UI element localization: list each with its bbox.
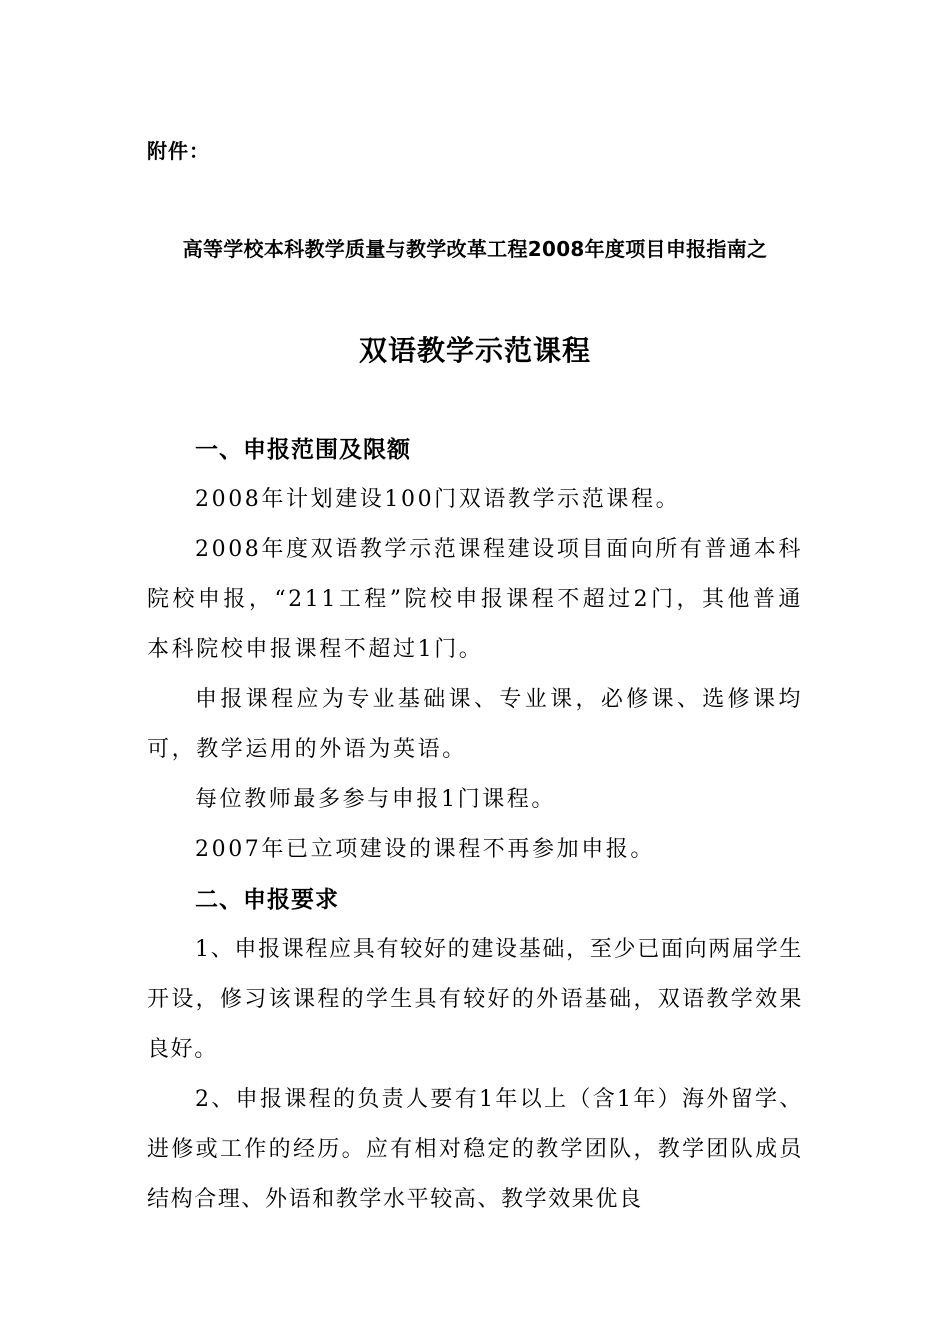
section-heading-scope: 一、申报范围及限额 — [195, 437, 411, 463]
paragraph: 2、申报课程的负责人要有1年以上（含1年）海外留学、进修或工作的经历。应有相对稳定的教学团队，教学团队成员结构合理、外语和教学水平较高、教学效果优良 — [147, 1087, 803, 1212]
paragraph: 2007年已立项建设的课程不再参加申报。 — [195, 837, 655, 862]
paragraph: 每位教师最多参与申报1门课程。 — [195, 787, 556, 812]
document-body — [147, 425, 803, 1225]
main-title: 双语教学示范课程 — [358, 334, 591, 367]
attachment-label: 附件： — [147, 139, 210, 163]
paragraph: 2008年度双语教学示范课程建设项目面向所有普通本科院校申报，“211工程”院校申报课程不超过2门，其他普通本科院校申报课程不超过1门。 — [147, 537, 803, 662]
section-heading-requirements: 二、申报要求 — [195, 887, 339, 913]
paragraph: 2008年计划建设100门双语教学示范课程。 — [195, 487, 681, 512]
paragraph: 申报课程应为专业基础课、专业课，必修课、选修课均可，教学运用的外语为英语。 — [147, 687, 803, 762]
guide-title: 高等学校本科教学质量与教学改革工程2008年度项目申报指南之 — [182, 237, 768, 261]
paragraph: 1、申报课程应具有较好的建设基础，至少已面向两届学生开设，修习该课程的学生具有较好的外语基础，双语教学效果良好。 — [147, 937, 803, 1062]
